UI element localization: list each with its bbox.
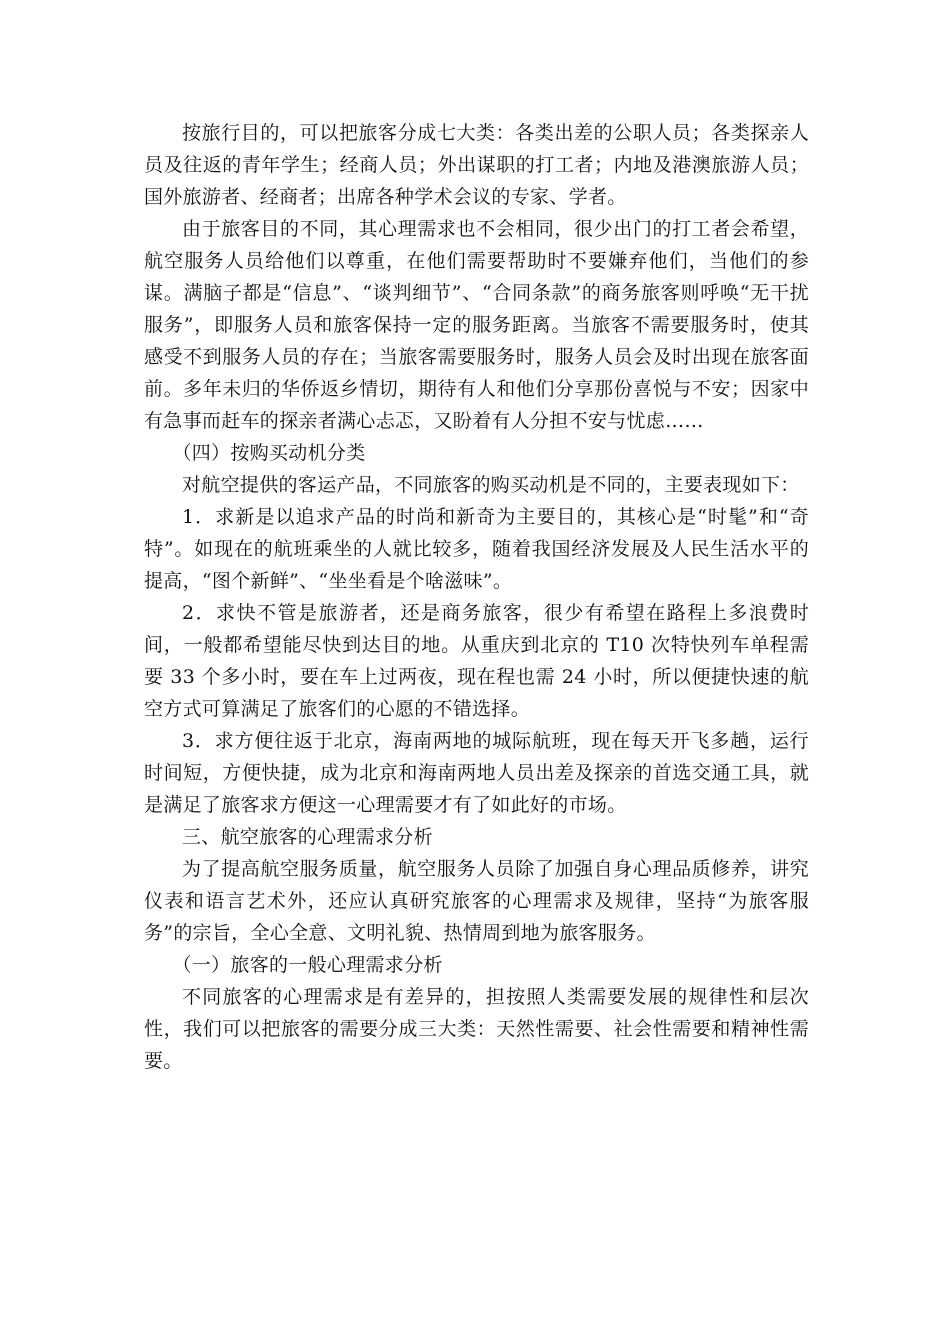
paragraph-service-quality: 为了提高航空服务质量，航空服务人员除了加强自身心理品质修养，讲究仪表和语言艺术外，还应认真研究旅客的心理需求及规律，坚持“为旅客服务”的宗旨，全心全意、文明礼貌、热情周到地为旅客服务。 [144,858,809,944]
list-item-seek-novelty: 1．求新是以追求产品的时尚和新奇为主要目的，其核心是“时髦”和“奇特”。如现在的航班乘坐的人就比较多，随着我国经济发展及人民生活水平的提高，“图个新鲜”、“坐坐看是个啥滋味”。 [144,506,809,592]
list-item-seek-speed: 2．求快不管是旅游者，还是商务旅客，很少有希望在路程上多浪费时间，一般都希望能尽快到达目的地。从重庆到北京的 T10 次特快列车单程需要 33 个多小时，要在车上过两夜，现在程也需 24 小时，所以便捷快速的航空方式可算满足了旅客们的心愿的不错选择。 [144,602,809,720]
list-item-seek-convenience: 3．求方便往返于北京，海南两地的城际航班，现在每天开飞多趟，运行时间短，方便快捷，成为北京和海南两地人员出差及探亲的首选交通工具，就是满足了旅客求方便这一心理需要才有了如此好的市场。 [144,730,809,816]
section-heading-purchase-motive: （四）按购买动机分类 [172,442,366,464]
paragraph-travel-purpose: 按旅行目的，可以把旅客分成七大类：各类出差的公职人员；各类探亲人员及往返的青年学生；经商人员；外出谋职的打工者；内地及港澳旅游人员；国外旅游者、经商者；出席各种学术会议的专家、学者。 [144,122,809,208]
paragraph-three-categories: 不同旅客的心理需求是有差异的，担按照人类需要发展的规律性和层次性，我们可以把旅客的需要分成三大类：天然性需要、社会性需要和精神性需要。 [144,986,809,1072]
paragraph-purchase-motive-intro: 对航空提供的客运产品，不同旅客的购买动机是不同的，主要表现如下： [182,474,800,496]
section-heading-general-needs: （一）旅客的一般心理需求分析 [172,954,443,976]
paragraph-psychological-needs: 由于旅客目的不同，其心理需求也不会相同，很少出门的打工者会希望，航空服务人员给他们以尊重，在他们需要帮助时不要嫌弃他们，当他们的参谋。满脑子都是“信息”、“谈判细节”、“合同条款”的商务旅客则呼唤“无干扰服务”，即服务人员和旅客保持一定的服务距离。当旅客不需要服务时，使其感受不到服务人员的存在；当旅客需要服务时，服务人员会及时出现在旅客面前。多年未归的华侨返乡情切，期待有人和他们分享那份喜悦与不安；因家中有急事而赶车的探亲者满心忐忑，又盼着有人分担不安与忧虑…… [144,218,809,432]
document-body [144,117,809,1077]
section-heading-needs-analysis: 三、航空旅客的心理需求分析 [182,826,433,848]
